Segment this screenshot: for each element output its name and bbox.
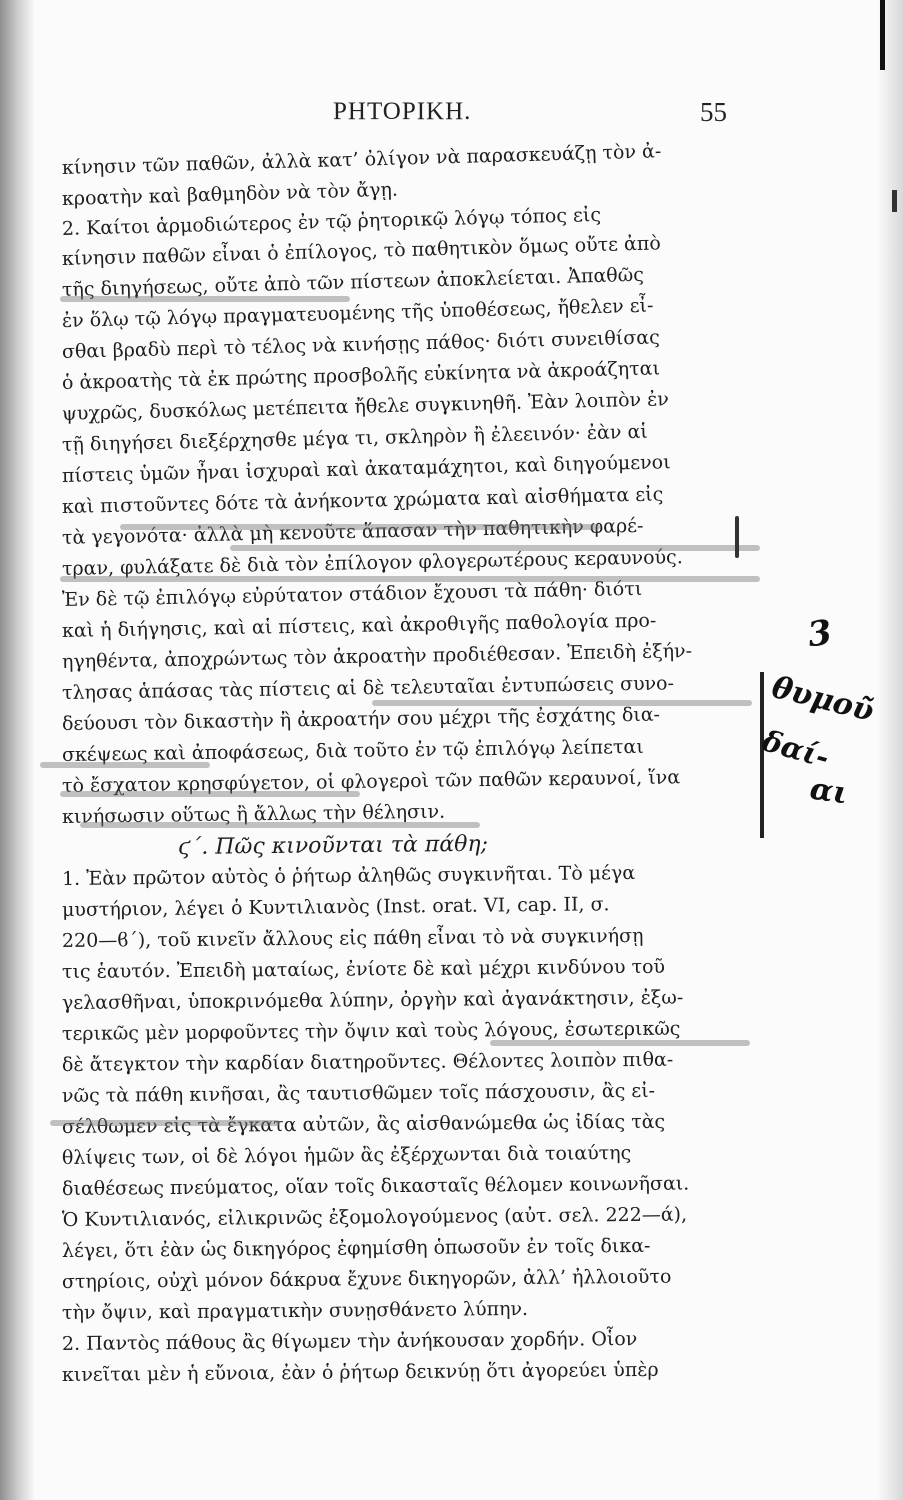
text-line: πίστεις ὑμῶν ἦναι ἰσχυραὶ καὶ ἀκαταμάχητοι, καὶ διηγούμενοι <box>61 451 671 487</box>
pencil-underline <box>120 524 600 530</box>
text-line: κροατὴν καὶ βαθμηδὸν νὰ τὸν ἄγῃ. <box>61 178 399 210</box>
text-line: τραν, φυλάξατε δὲ διὰ τὸν ἐπίλογον φλογερωτέρους κεραυνούς. <box>61 546 683 580</box>
text-line: σκέψεως καὶ ἀποφάσεως, διὰ τοῦτο ἐν τῷ ἐπιλόγῳ λείπεται <box>61 735 644 766</box>
text-line: ἐν ὅλῳ τῷ λόγῳ πραγματευομένης τῆς ὑποθέσεως, ἤθελεν εἶ- <box>61 294 654 332</box>
text-line: κίνησιν τῶν παθῶν, ἀλλὰ κατ’ ὀλίγον νὰ παρασκευάζῃ τὸν ἀ- <box>61 140 662 179</box>
text-line: σθαι βραδὺ περὶ τὸ τέλος νὰ κινήσῃς πάθος· διότι συνειθίσας <box>61 326 660 363</box>
book-spine-shadow <box>0 0 34 1500</box>
pencil-underline <box>40 762 210 768</box>
text-line: τερικῶς μὲν μορφοῦντες τὴν ὄψιν καὶ τοὺς λόγους, ἐσωτερικῶς <box>61 1017 681 1045</box>
margin-bracket <box>735 516 739 558</box>
text-line: Ὁ Κυντιλιανός, εἰλικρινῶς ἐξομολογούμενος (αὐτ. σελ. 222—ά), <box>61 1203 688 1231</box>
handwritten-note: 3 <box>805 612 835 656</box>
text-line: στηρίοις, οὐχὶ μόνον δάκρυα ἔχυνε δικηγορῶν, ἀλλ’ ἠλλοιοῦτο <box>61 1265 672 1293</box>
text-line: δὲ ἄτεγκτον τὴν καρδίαν διατηροῦντες. Θέλοντες λοιπὸν πιθα- <box>61 1048 674 1076</box>
text-line: διαθέσεως πνεύματος, οἵαν τοῖς δικασταῖς θέλομεν κοινωνῆσαι. <box>61 1172 690 1200</box>
scan-edge-mark <box>892 190 897 212</box>
text-line: ψυχρῶς, δυσκόλως μετέπειτα ἤθελε συγκινηθῆ. Ἐὰν λοιπὸν ἐν <box>61 388 670 425</box>
pencil-underline <box>60 576 760 582</box>
text-line: καὶ πιστοῦντες δότε τὰ ἀνήκοντα χρώματα καὶ αἰσθήματα εἰς <box>61 483 664 518</box>
text-line: δεύουσι τὸν δικαστὴν ἢ ἀκροατήν σου μέχρι τῆς ἐσχάτης δια- <box>61 703 661 735</box>
pencil-underline <box>230 545 760 551</box>
text-line: μυστήριον, λέγει ὁ Κυντιλιανὸς (Inst. orat. VI, cap. II, σ. <box>61 893 610 921</box>
page-number: 55 <box>700 97 727 127</box>
pencil-underline <box>80 822 480 828</box>
text-line: σέλθωμεν εἰς τὰ ἔγκατα αὐτῶν, ἂς αἰσθανώμεθα ὡς ἰδίας τὰς <box>61 1110 666 1138</box>
running-head: ΡΗΤΟΡΙΚΗ. <box>333 98 472 125</box>
scan-edge-mark <box>880 0 885 70</box>
pencil-underline <box>50 1120 280 1126</box>
pencil-underline <box>372 700 752 706</box>
text-line: κινήσωσιν οὕτως ἢ ἄλλως τὴν θέλησιν. <box>61 800 446 828</box>
pencil-underline <box>60 296 350 302</box>
handwritten-note: θυμοῦ <box>768 669 878 730</box>
text-line: κινεῖται μὲν ἡ εὔνοια, ἐὰν ὁ ῥήτωρ δεικνύῃ ὅτι ἀγορεύει ὑπὲρ <box>61 1358 659 1386</box>
text-line: θλίψεις των, οἱ δὲ λόγοι ἡμῶν ἂς ἐξέρχωνται διὰ τοιαύτης <box>61 1142 632 1169</box>
text-line: τὰ γεγονότα· ἀλλὰ μὴ κενοῦτε ἅπασαν τὴν παθητικὴν φαρέ- <box>61 514 644 549</box>
handwritten-note: αι <box>807 771 850 812</box>
text-line: Ἐν δὲ τῷ ἐπιλόγῳ εὐρύτατον στάδιον ἔχουσι τὰ πάθη· διότι <box>61 577 643 611</box>
handwritten-note: δαί- <box>758 723 834 775</box>
text-line: 1. Ἐὰν πρῶτον αὐτὸς ὁ ῥήτωρ ἀληθῶς συγκινῆται. Τὸ μέγα <box>61 861 636 890</box>
text-line: ηγηθέντα, ἀποχρώντως τὸν ἀκροατὴν προδιέθεσαν. Ἐπειδὴ ἐξήν- <box>61 640 693 673</box>
pencil-underline <box>490 1040 750 1046</box>
pencil-underline <box>60 791 360 797</box>
section-heading: ϛ΄. Πῶς κινοῦνται τὰ πάθη; <box>177 831 489 860</box>
text-line: τὴν ὄψιν, καὶ πραγματικὴν συνῃσθάνετο λύπην. <box>61 1297 529 1324</box>
text-line: κίνησιν παθῶν εἶναι ὁ ἐπίλογος, τὸ παθητικὸν ὅμως οὔτε ἀπὸ <box>61 232 662 270</box>
text-line: τῇ διηγήσει διεξέρχησθε μέγα τι, σκληρὸν ἢ ἐλεεινόν· ἐὰν αἱ <box>61 420 648 456</box>
text-line: λέγει, ὅτι ἐὰν ὡς δικηγόρος ἐφημίσθη ὁπωσοῦν ἐν τοῖς δικα- <box>61 1234 651 1262</box>
text-line: καὶ ἡ διήγησις, καὶ αἱ πίστεις, καὶ ἀκροθιγῆς παθολογία προ- <box>61 609 657 642</box>
text-line: τῆς διηγήσεως, οὔτε ἀπὸ τῶν πίστεων ἀποκλείεται. Ἀπαθῶς <box>61 263 645 301</box>
text-line: 2. Καίτοι ἁρμοδιώτερος ἐν τῷ ῥητορικῷ λόγῳ τόπος εἰς <box>61 203 602 240</box>
page-edge-shadow <box>877 0 903 1500</box>
text-line: τις ἑαυτόν. Ἐπειδὴ ματαίως, ἐνίοτε δὲ καὶ μέχρι κινδύνου τοῦ <box>61 955 666 983</box>
text-line: τὸ ἔσχατον κρησφύγετον, οἱ φλογεροὶ τῶν παθῶν κεραυνοί, ἵνα <box>61 766 681 797</box>
text-line: γελασθῆναι, ὑποκρινόμεθα λύπην, ὀργὴν καὶ ἀγανάκτησιν, ἐξω- <box>61 986 684 1014</box>
text-line: τλησας ἁπάσας τὰς πίστεις αἱ δὲ τελευταῖαι ἐντυπώσεις συνο- <box>61 672 675 704</box>
text-line: 220—ϐ΄), τοῦ κινεῖν ἄλλους εἰς πάθη εἶναι τὸ νὰ συγκινήσῃ <box>61 924 644 952</box>
text-line: 2. Παντὸς πάθους ἂς θίγωμεν τὴν ἀνήκουσαν χορδήν. Οἷον <box>61 1327 638 1355</box>
text-line: νῶς τὰ πάθη κινῆσαι, ἂς ταυτισθῶμεν τοῖς πάσχουσιν, ἂς εἰ- <box>61 1079 656 1107</box>
text-line: ὁ ἀκροατὴς τὰ ἐκ πρώτης προσβολῆς εὐκίνητα νὰ ἀκροάζηται <box>61 357 661 394</box>
